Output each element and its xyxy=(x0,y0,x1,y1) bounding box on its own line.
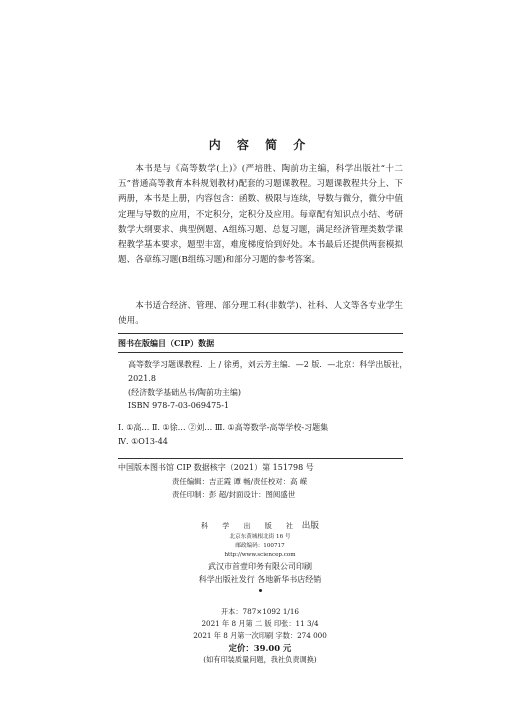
summary-paragraph: 本书是与《高等数学(上)》(严培胜、陶前功主编，科学出版社“十二五”普通高等教育本科规划教材)配套的习题课教程。习题课教程共分上、下两册，本书是上册，内容包含：函数、极限与连续，导数与微分，微分中值定理与导数的应用，不定积分，定积分及应用。每章配有知识点小结、考研数学大纲要求、典型例题、A组练习题、总复习题，满足经济管理类数学课程教学基本要求，题型丰富，难度梯度恰到好处。本书最后还提供两套模拟题、各章练习题(B组练习题)和部分习题的参考答案。 xyxy=(118,164,403,266)
bullet-separator xyxy=(0,586,520,594)
credits-production: 责任印制：彭 超/封面设计：图阅盛世 xyxy=(172,490,296,499)
cip-line: Ⅰ. ①高… Ⅱ. ①徐… ②刘… Ⅲ. ①高等数学-高等学校-习题集 xyxy=(118,423,329,433)
spec-price: 定价：39.00 元 xyxy=(228,643,292,653)
summary-paragraph-audience: 本书适合经济、管理、部分理工科(非数学)、社科、人文等各专业学生使用。 xyxy=(118,301,403,327)
bullet-icon xyxy=(259,589,262,592)
cip-spacer xyxy=(128,413,413,421)
printer: 武汉市首壹印务有限公司印刷 xyxy=(208,562,312,571)
cip-record-number: 中国版本图书馆 CIP 数据核字（2021）第 151798 号 xyxy=(118,463,314,472)
publisher-name-suffix: 出版 xyxy=(301,521,319,531)
publisher-address: 北京东黄城根北街 16 号 xyxy=(229,534,291,540)
distribution: 科学出版社发行 各地新华书店经销 xyxy=(198,575,322,584)
cip-line: (经济数学基础丛书/陶前功主编) xyxy=(128,387,241,397)
publisher-name-text: 科 学 出 版 社 xyxy=(201,522,299,530)
cip-line: ISBN 978-7-03-069475-1 xyxy=(128,401,230,411)
credits-editors: 责任编辑：吉正霞 谭 畅/责任校对：高 嵘 xyxy=(172,477,308,486)
publisher-block xyxy=(0,520,520,594)
cip-line: 2021.8 xyxy=(128,373,156,383)
cip-line: 高等数学习题课教程．上 / 徐勇，刘云芳主编．—2 版．—北京：科学出版社， xyxy=(128,360,408,369)
publisher-website: http://www.sciencep.com xyxy=(224,552,296,558)
section-title: 内 容 简 介 xyxy=(208,138,312,152)
divider xyxy=(118,352,403,353)
spec-edition: 2021 年 8 月第 二 版 印张：11 3/4 xyxy=(201,619,319,628)
spec-notice: (如有印装质量问题，我社负责调换) xyxy=(203,655,317,664)
cip-line: Ⅳ. ①O13-44 xyxy=(118,436,168,446)
spec-format: 开本：787×1092 1/16 xyxy=(220,607,300,616)
specs-block xyxy=(0,606,520,666)
divider xyxy=(118,458,403,459)
publisher-postcode: 邮政编码：100717 xyxy=(235,543,285,549)
divider xyxy=(118,333,403,334)
spec-printing: 2021 年 8 月第一次印刷 字数：274 000 xyxy=(193,631,327,640)
publisher-name xyxy=(0,520,520,533)
cip-heading: 图书在版编目（CIP）数据 xyxy=(118,338,215,348)
cip-record-block xyxy=(118,358,413,449)
